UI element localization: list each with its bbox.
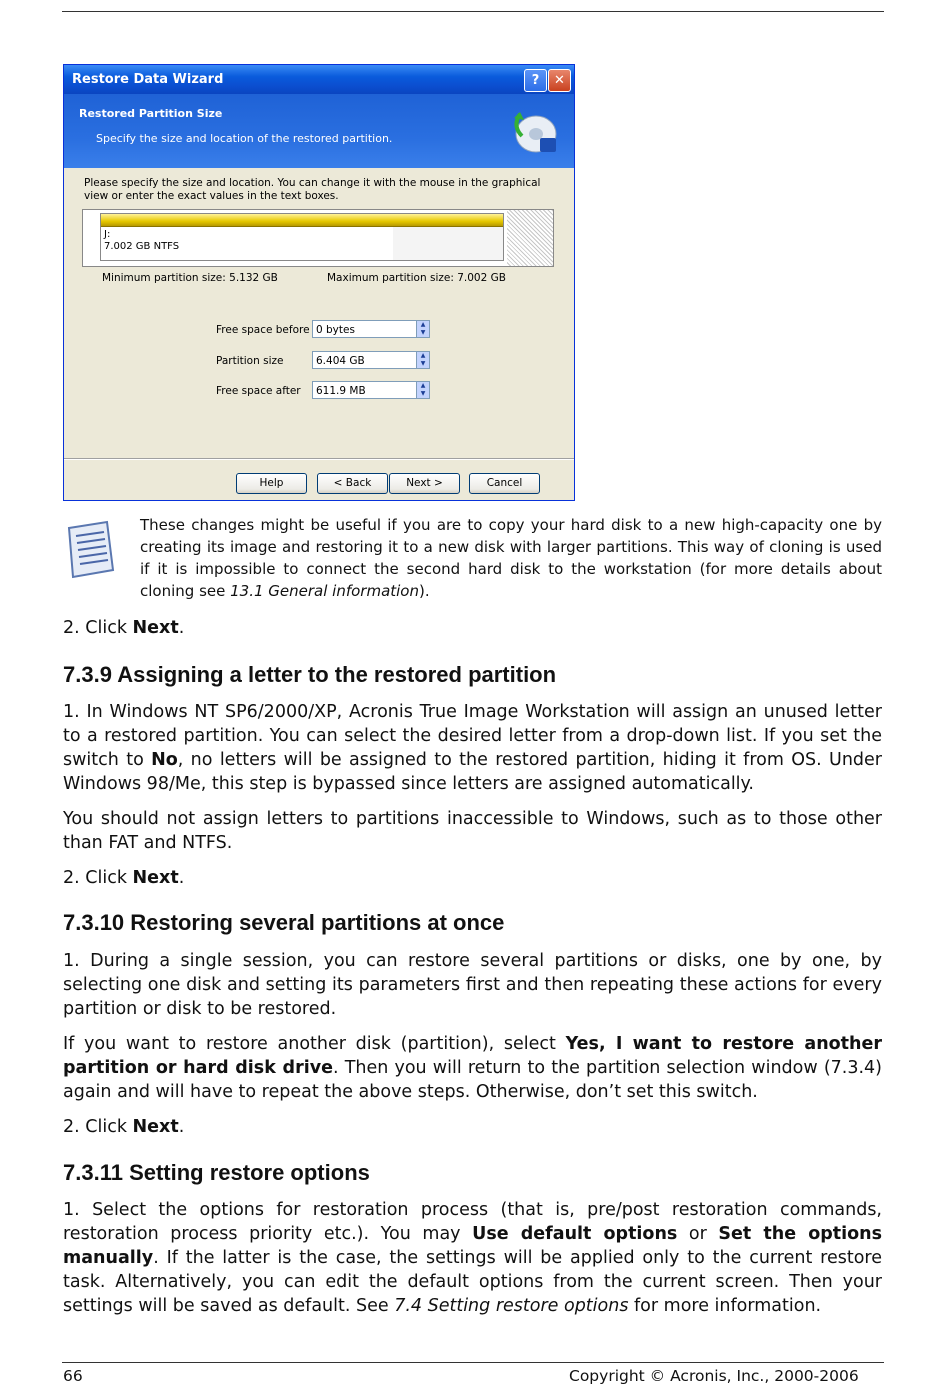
click-prefix: 2. Click	[63, 868, 133, 888]
click-prefix: 2. Click	[63, 618, 133, 638]
next-emphasis: Next	[132, 868, 179, 888]
partition-label	[104, 229, 179, 253]
partition-letter: J:	[104, 229, 111, 240]
wizard-instructions: Please specify the size and location. You can change it with the mouse in the graphical view or enter the exact values in the text boxes.	[84, 177, 541, 202]
restore-disk-icon	[506, 104, 560, 158]
s11-p1g: for more information.	[628, 1296, 822, 1316]
s10-p2c: . Then you will return to the partition selection window (7.3.4) again and will have to repeat the above steps. Otherwise, don’t set this switch.	[63, 1058, 883, 1102]
copyright: Copyright © Acronis, Inc., 2000-2006	[569, 1367, 859, 1385]
note-tail: ).	[419, 582, 430, 600]
s11-p1b: Use default options	[472, 1224, 678, 1244]
unallocated-space	[507, 210, 553, 266]
heading-7-3-9: 7.3.9 Assigning a letter to the restored partition	[63, 662, 557, 687]
period: .	[178, 1117, 185, 1137]
top-rule	[62, 11, 884, 12]
s11-link[interactable]: 7.4 Setting restore options	[394, 1296, 629, 1316]
help-icon[interactable]: ?	[524, 69, 547, 92]
wizard-separator	[64, 458, 574, 460]
min-partition-size: Minimum partition size: 5.132 GB	[102, 272, 278, 284]
s9-p1b: No	[151, 750, 178, 770]
partition-bar[interactable]	[101, 214, 503, 227]
free-space-before-field[interactable]	[312, 320, 430, 338]
s11-p1a: 1. Select the options for restoration process (that is, pre/post restoration commands, restoration process priority etc.). You may	[63, 1200, 882, 1244]
step-click-next-1	[63, 616, 882, 640]
partition-size-value: 6.404 GB	[316, 355, 365, 367]
s9-p1a: 1. In Windows NT SP6/2000/XP, Acronis True Image Workstation will assign an unused letter to a restored partition. You can select the desired letter from a drop-down list. If you set the switch to	[63, 702, 882, 770]
step-click-next-2	[63, 866, 882, 890]
back-button[interactable]: < Back	[317, 473, 388, 494]
free-space-after-field[interactable]	[312, 381, 430, 399]
note-text	[140, 514, 882, 602]
next-emphasis: Next	[132, 618, 179, 638]
wizard-title: Restore Data Wizard	[72, 72, 224, 87]
heading-7-3-10: 7.3.10 Restoring several partitions at once	[63, 910, 505, 935]
period: .	[178, 868, 185, 888]
s10-p2b: Yes, I want to restore another partition or hard disk drive	[63, 1034, 883, 1078]
free-space-after-label: Free space after	[216, 385, 301, 397]
wizard-header	[64, 94, 574, 168]
next-button[interactable]: Next >	[389, 473, 460, 494]
partition-block[interactable]	[100, 213, 504, 261]
partition-info: 7.002 GB NTFS	[104, 241, 180, 252]
click-prefix: 2. Click	[63, 1117, 133, 1137]
note-link[interactable]: 13.1 General information	[230, 582, 419, 600]
disk-graphical-view	[82, 209, 554, 267]
s11-p1e: . If the latter is the case, the settings will be applied only to the current restore task. Alternatively, you can edit the default options from the current screen. Then your settings will be saved as default. See	[63, 1248, 882, 1316]
s10-paragraph-2	[63, 1032, 882, 1104]
step-click-next-3	[63, 1115, 882, 1139]
help-button[interactable]: Help	[236, 473, 307, 494]
free-space-after-value: 611.9 MB	[316, 385, 366, 397]
spinner-icon[interactable]: ▲ ▼	[416, 352, 429, 368]
note-body: These changes might be useful if you are to copy your hard disk to a new high-capacity one by creating its image and restoring it to a new disk with larger partitions. This way of cloning is used if it is impossible to connect the second hard disk to the workstation (for more details about cloning see	[140, 516, 882, 600]
partition-free-area	[393, 227, 503, 260]
period: .	[178, 618, 185, 638]
next-emphasis: Next	[132, 1117, 179, 1137]
wizard-step-title: Restored Partition Size	[79, 107, 223, 120]
wizard-step-subtitle: Specify the size and location of the restored partition.	[96, 132, 393, 145]
s9-paragraph-1	[63, 700, 882, 796]
free-space-before-label: Free space before	[216, 324, 310, 336]
max-partition-size: Maximum partition size: 7.002 GB	[327, 272, 506, 284]
heading-7-3-11: 7.3.11 Setting restore options	[63, 1160, 370, 1185]
s11-paragraph-1	[63, 1198, 882, 1318]
page-number: 66	[63, 1367, 83, 1385]
cancel-button[interactable]: Cancel	[469, 473, 540, 494]
s11-p1d: Set the options manually	[63, 1224, 883, 1268]
partition-size-label: Partition size	[216, 355, 284, 367]
free-space-before-value: 0 bytes	[316, 324, 355, 336]
spinner-icon[interactable]: ▲ ▼	[416, 321, 429, 337]
s9-paragraph-2: You should not assign letters to partitions inaccessible to Windows, such as to those other than FAT and NTFS.	[63, 809, 882, 853]
note-icon	[63, 520, 118, 580]
wizard-title-bar	[64, 65, 574, 94]
bottom-rule	[62, 1362, 884, 1363]
s11-p1c: or	[677, 1224, 719, 1244]
s9-p1c: , no letters will be assigned to the restored partition, hiding it from OS. Under Windows 98/Me, this step is bypassed since letters are assigned automatically.	[63, 750, 882, 794]
partition-size-field[interactable]	[312, 351, 430, 369]
s10-paragraph-1: 1. During a single session, you can restore several partitions or disks, one by one, by selecting one disk and setting its parameters first and then repeating these actions for every partition or disk to be restored.	[63, 951, 882, 1019]
s10-p2a: If you want to restore another disk (partition), select	[63, 1034, 566, 1054]
close-icon[interactable]: ✕	[548, 69, 571, 92]
restore-wizard-window	[63, 64, 575, 501]
spinner-icon[interactable]: ▲ ▼	[416, 382, 429, 398]
